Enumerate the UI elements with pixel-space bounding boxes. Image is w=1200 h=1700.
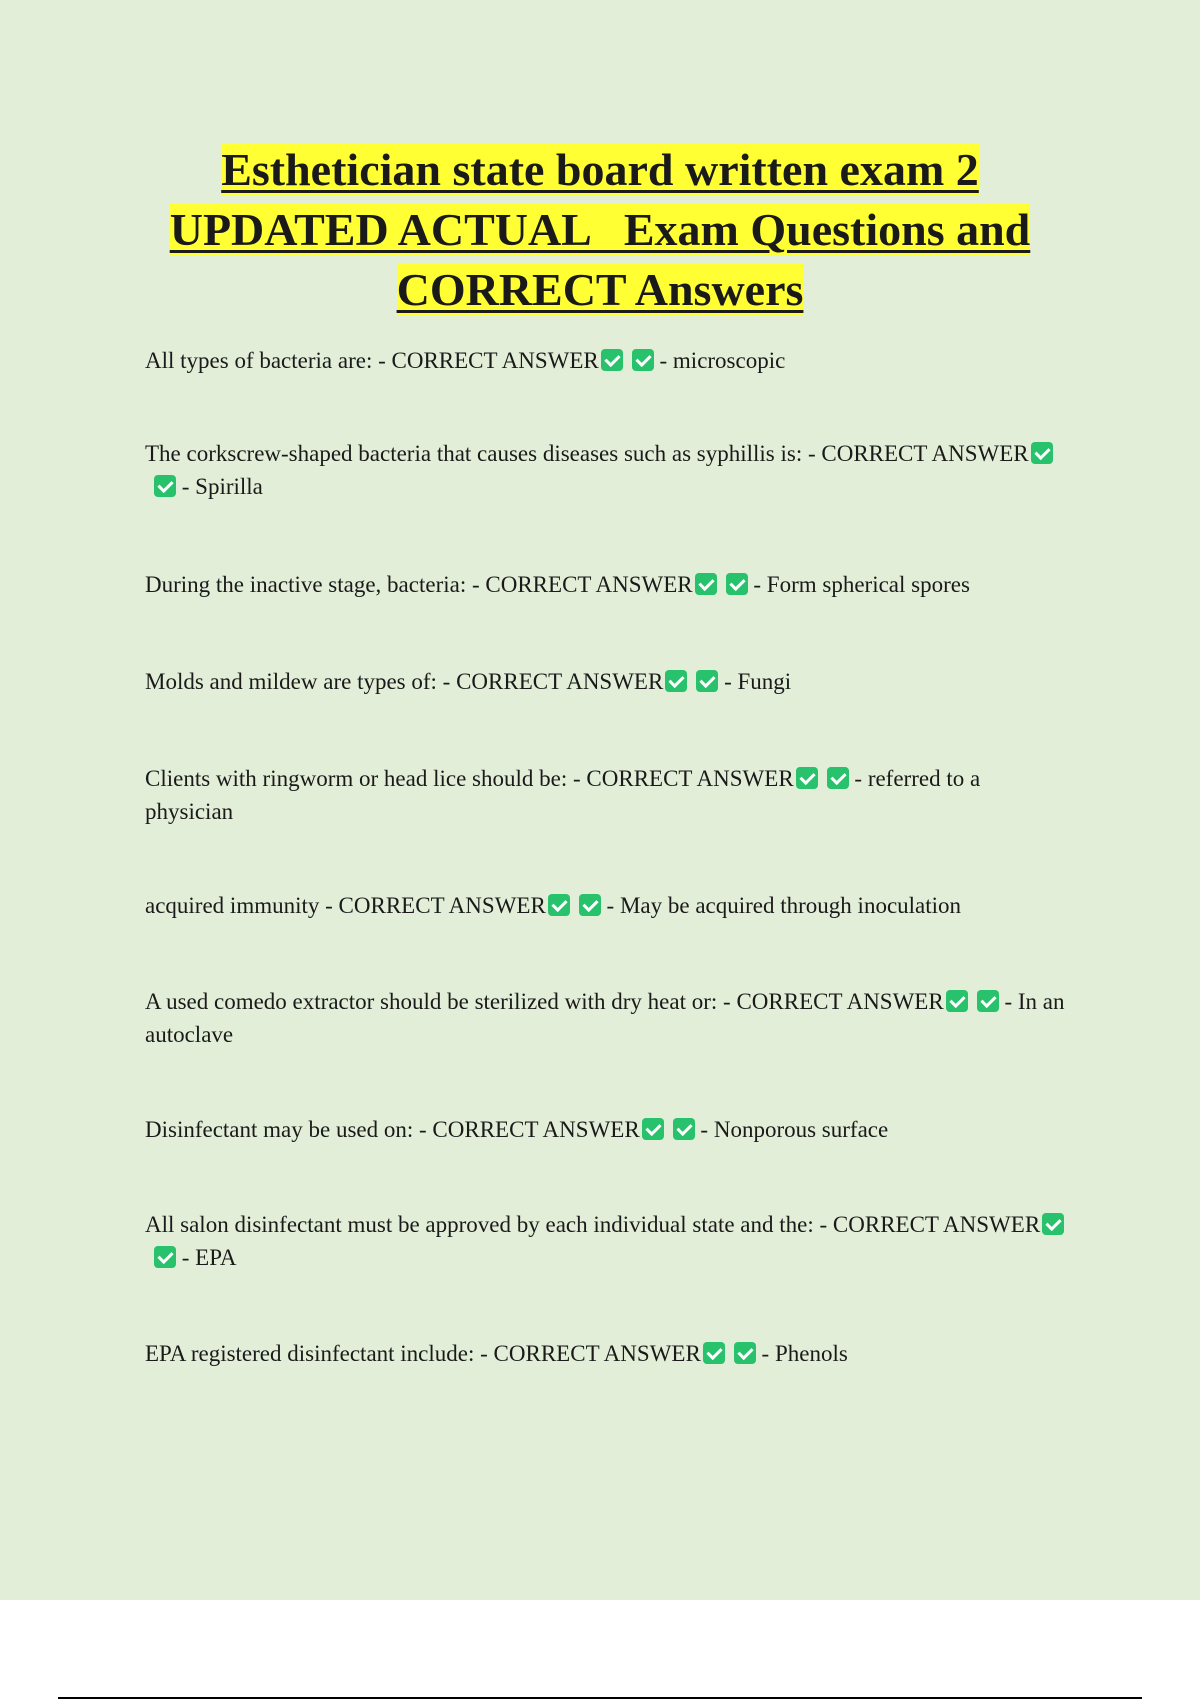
- check-mark-button-icon: [1042, 1213, 1064, 1235]
- answer-text: - Nonporous surface: [694, 1117, 889, 1142]
- question-text: EPA registered disinfectant include: -: [145, 1341, 494, 1366]
- check-mark-button-icon: [696, 670, 718, 692]
- check-mark-button-icon: [579, 894, 601, 916]
- footer-divider: [58, 1697, 1142, 1699]
- check-mark-button-icon: [601, 349, 623, 371]
- answer-text: - May be acquired through inoculation: [600, 893, 962, 918]
- check-mark-button-icon: [632, 349, 654, 371]
- answer-marker: CORRECT ANSWER: [736, 989, 944, 1014]
- answer-marker: CORRECT ANSWER: [432, 1117, 640, 1142]
- check-mark-button-icon: [154, 475, 176, 497]
- answer-marker: CORRECT ANSWER: [821, 441, 1029, 466]
- answer-marker: CORRECT ANSWER: [391, 348, 599, 373]
- answer-text: - Form spherical spores: [747, 572, 970, 597]
- answer-marker: CORRECT ANSWER: [493, 1341, 701, 1366]
- answer-text: - Phenols: [755, 1341, 848, 1366]
- answer-marker: CORRECT ANSWER: [485, 572, 693, 597]
- qa-item: [145, 1337, 1065, 1370]
- qa-item: [145, 437, 1065, 503]
- title-line-1: Esthetician state board written exam 2: [221, 144, 979, 195]
- answer-marker: CORRECT ANSWER: [832, 1212, 1041, 1237]
- check-mark-button-icon: [734, 1342, 756, 1364]
- check-mark-button-icon: [154, 1246, 176, 1268]
- question-text: The corkscrew-shaped bacteria that causes diseases such as syphillis is: -: [145, 441, 822, 466]
- title-line-3: CORRECT Answers: [396, 264, 804, 315]
- check-mark-button-icon: [726, 573, 748, 595]
- answer-text: - Fungi: [718, 669, 792, 694]
- question-text: A used comedo extractor should be sterilized with dry heat or: -: [145, 989, 737, 1014]
- check-mark-button-icon: [946, 990, 968, 1012]
- question-text: Disinfectant may be used on: -: [145, 1117, 433, 1142]
- check-mark-button-icon: [665, 670, 687, 692]
- answer-text: - EPA: [176, 1245, 237, 1270]
- check-mark-button-icon: [548, 894, 570, 916]
- check-mark-button-icon: [642, 1118, 664, 1140]
- check-mark-button-icon: [796, 767, 818, 789]
- qa-item: [145, 1208, 1065, 1274]
- answer-text: - Spirilla: [176, 474, 263, 499]
- answer-text: - In an autoclave: [145, 989, 1065, 1047]
- document-title: [0, 140, 1200, 320]
- check-mark-button-icon: [1031, 442, 1053, 464]
- answer-marker: CORRECT ANSWER: [586, 766, 794, 791]
- answer-marker: CORRECT ANSWER: [456, 669, 664, 694]
- question-text: During the inactive stage, bacteria: -: [145, 572, 486, 597]
- qa-item: [145, 344, 1065, 377]
- answer-marker: CORRECT ANSWER: [338, 893, 546, 918]
- answer-text: - referred to a physician: [145, 766, 981, 824]
- question-text: Clients with ringworm or head lice should be: -: [145, 766, 587, 791]
- question-text: Molds and mildew are types of: -: [145, 669, 457, 694]
- qa-item: [145, 568, 1065, 601]
- check-mark-button-icon: [695, 573, 717, 595]
- check-mark-button-icon: [673, 1118, 695, 1140]
- qa-item: [145, 1113, 1065, 1146]
- qa-item: [145, 985, 1065, 1051]
- qa-item: [145, 665, 1065, 698]
- qa-item: [145, 889, 1065, 922]
- check-mark-button-icon: [977, 990, 999, 1012]
- check-mark-button-icon: [703, 1342, 725, 1364]
- question-text: acquired immunity -: [145, 893, 339, 918]
- qa-item: [145, 762, 1065, 828]
- answer-text: - microscopic: [653, 348, 786, 373]
- question-text: All salon disinfectant must be approved by each individual state and the: -: [145, 1212, 833, 1237]
- title-line-2: UPDATED ACTUAL Exam Questions and: [169, 204, 1031, 255]
- question-text: All types of bacteria are: -: [145, 348, 392, 373]
- check-mark-button-icon: [827, 767, 849, 789]
